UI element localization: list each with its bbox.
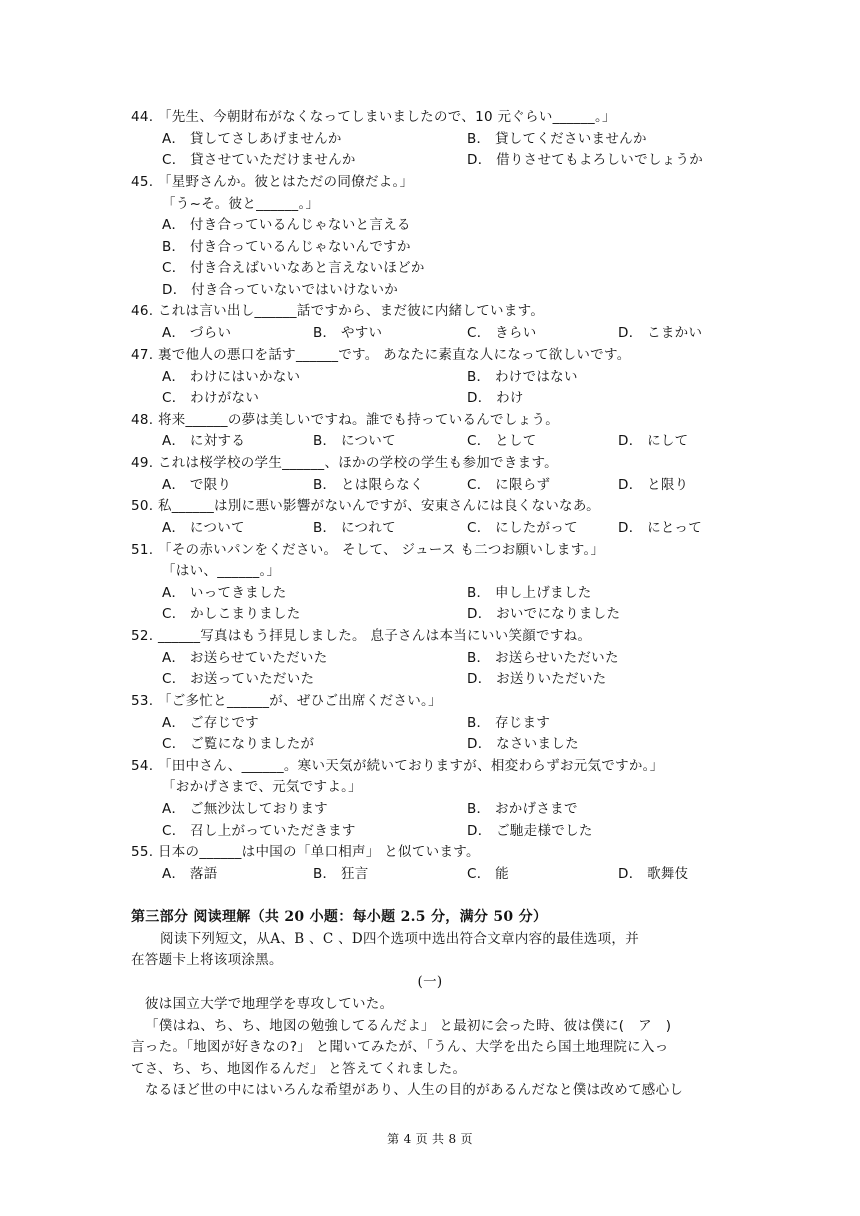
section-instruction-line2: 在答题卡上将该项涂黑。 xyxy=(131,952,283,968)
q47-option-c: C． わけがない xyxy=(162,390,260,406)
q48-option-b: B． について xyxy=(313,433,396,449)
passage-paragraph-2-line3: てさ、ち、ち、地図作るんだ」 と答えてくれました。 xyxy=(131,1061,467,1077)
q50-option-d: D． にとって xyxy=(618,520,703,536)
q53-option-a: A． ご存じです xyxy=(162,715,259,731)
q46-option-c: C． きらい xyxy=(467,325,537,341)
q48-option-a: A． に対する xyxy=(162,433,246,449)
passage-paragraph-2-line2: 言った。「地図が好きなの?」 と聞いてみたが、「うん、大学を出たら国土地理院に入っ xyxy=(131,1039,669,1055)
q50-option-a: A． について xyxy=(162,520,245,536)
q47-option-d: D． わけ xyxy=(467,390,524,406)
q44-option-a: A． 貸してさしあげませんか xyxy=(162,131,342,147)
q48-option-d: D． にして xyxy=(618,433,689,449)
q55-option-c: C． 能 xyxy=(467,866,509,882)
q47-option-b: B． わけではない xyxy=(467,369,578,385)
q54-option-c: C． 召し上がっていただきます xyxy=(162,823,356,839)
q44-stem: 44. 「先生、今朝財布がなくなってしまいましたので、10 元ぐらい______。」 xyxy=(131,109,616,125)
q51-option-c: C． かしこまりました xyxy=(162,606,301,622)
section-instruction-line1: 阅读下列短文，从A、B 、C 、D四个选项中选出符合文章内容的最佳选项，并 xyxy=(160,931,640,947)
q55-option-b: B． 狂言 xyxy=(313,866,369,882)
passage-paragraph-2-line1: 「僕はね、ち、ち、地図の勉強してるんだよ」 と最初に会った時、彼は僕に( ア ) xyxy=(145,1018,672,1034)
q53-option-b: B． 存じます xyxy=(467,715,551,731)
q50-option-b: B． につれて xyxy=(313,520,396,536)
q45-stem: 45. 「星野さんか。彼とはただの同僚だよ。」 xyxy=(131,174,414,190)
q50-stem: 50. 私______は別に悪い影響がないんですが、安東さんには良くないなあ。 xyxy=(131,498,600,514)
q51-option-d: D． おいでになりました xyxy=(467,606,621,622)
q54-stem: 54. 「田中さん、______。寒い天気が続いておりますが、相変わらずお元気ですか。」 xyxy=(131,758,664,774)
q44-option-c: C． 貸させていただけませんか xyxy=(162,152,356,168)
q50-option-c: C． にしたがって xyxy=(467,520,578,536)
q45-option-d: D． 付き合っていないではいけないか xyxy=(162,282,399,298)
q49-option-b: B． とは限らなく xyxy=(313,477,424,493)
passage-number: (一) xyxy=(417,974,443,990)
q47-option-a: A． わけにはいかない xyxy=(162,369,301,385)
q45-stem-reply: 「う~そ。彼と______。」 xyxy=(162,196,320,212)
q54-stem-reply: 「おかげさまで、元気ですよ。」 xyxy=(162,779,362,795)
q55-option-a: A． 落語 xyxy=(162,866,218,882)
q45-option-c: C． 付き合えばいいなあと言えないほどか xyxy=(162,260,425,276)
q52-option-b: B． お送らせいただいた xyxy=(467,650,619,666)
q55-stem: 55. 日本の______は中国の「单口相声」 と似ています。 xyxy=(131,844,480,860)
q45-option-b: B． 付き合っているんじゃないんですか xyxy=(162,239,411,255)
q46-option-d: D． こまかい xyxy=(618,325,703,341)
q49-option-d: D． と限り xyxy=(618,477,689,493)
q54-option-d: D． ご馳走様でした xyxy=(467,823,593,839)
q49-stem: 49. これは桜学校の学生______、ほかの学校の学生も参加できます。 xyxy=(131,455,558,471)
q48-stem: 48. 将来______の夢は美しいですね。誰でも持っているんでしょう。 xyxy=(131,412,560,428)
section-heading: 第三部分 阅读理解（共 20 小题：每小题 2.5 分，满分 50 分） xyxy=(131,909,548,925)
q46-option-b: B． やすい xyxy=(313,325,383,341)
q44-option-d: D． 借りさせてもよろしいでしょうか xyxy=(467,152,704,168)
q54-option-b: B． おかげさまで xyxy=(467,801,578,817)
q52-option-d: D． お送りいただいた xyxy=(467,671,607,687)
q44-option-b: B． 貸してくださいませんか xyxy=(467,131,647,147)
passage-paragraph-3: なるほど世の中にはいろんな希望があり、人生の目的があるんだなと僕は改めて感心し xyxy=(145,1082,684,1098)
q52-stem: 52. ______写真はもう拝見しました。 息子さんは本当にいい笑顔ですね。 xyxy=(131,628,592,644)
q46-option-a: A． づらい xyxy=(162,325,232,341)
q53-option-d: D． なさいました xyxy=(467,736,579,752)
q49-option-a: A． で限り xyxy=(162,477,232,493)
q51-stem: 51. 「その赤いパンをください。 そして、 ジュース も二つお願いします。」 xyxy=(131,542,605,558)
passage-paragraph-1: 彼は国立大学で地理学を専攻していた。 xyxy=(145,996,394,1012)
q46-stem: 46. これは言い出し______話ですから、まだ彼に内緒しています。 xyxy=(131,303,545,319)
q48-option-c: C． として xyxy=(467,433,537,449)
q51-option-a: A． いってきました xyxy=(162,585,287,601)
q53-option-c: C． ご覧になりましたが xyxy=(162,736,315,752)
q49-option-c: C． に限らず xyxy=(467,477,551,493)
q51-stem-reply: 「はい、______。」 xyxy=(162,563,281,579)
q47-stem: 47. 裏で他人の悪口を話す______です。 あなたに素直な人になって欲しいです。 xyxy=(131,347,631,363)
q45-option-a: A． 付き合っているんじゃないと言える xyxy=(162,217,411,233)
q52-option-c: C． お送っていただいた xyxy=(162,671,315,687)
q52-option-a: A． お送らせていただいた xyxy=(162,650,328,666)
q51-option-b: B． 申し上げました xyxy=(467,585,592,601)
q54-option-a: A． ご無沙汰しております xyxy=(162,801,328,817)
q55-option-d: D． 歌舞伎 xyxy=(618,866,689,882)
q53-stem: 53. 「ご多忙と______が、ぜひご出席ください。」 xyxy=(131,693,442,709)
page-footer: 第 4 页 共 8 页 xyxy=(387,1132,473,1146)
